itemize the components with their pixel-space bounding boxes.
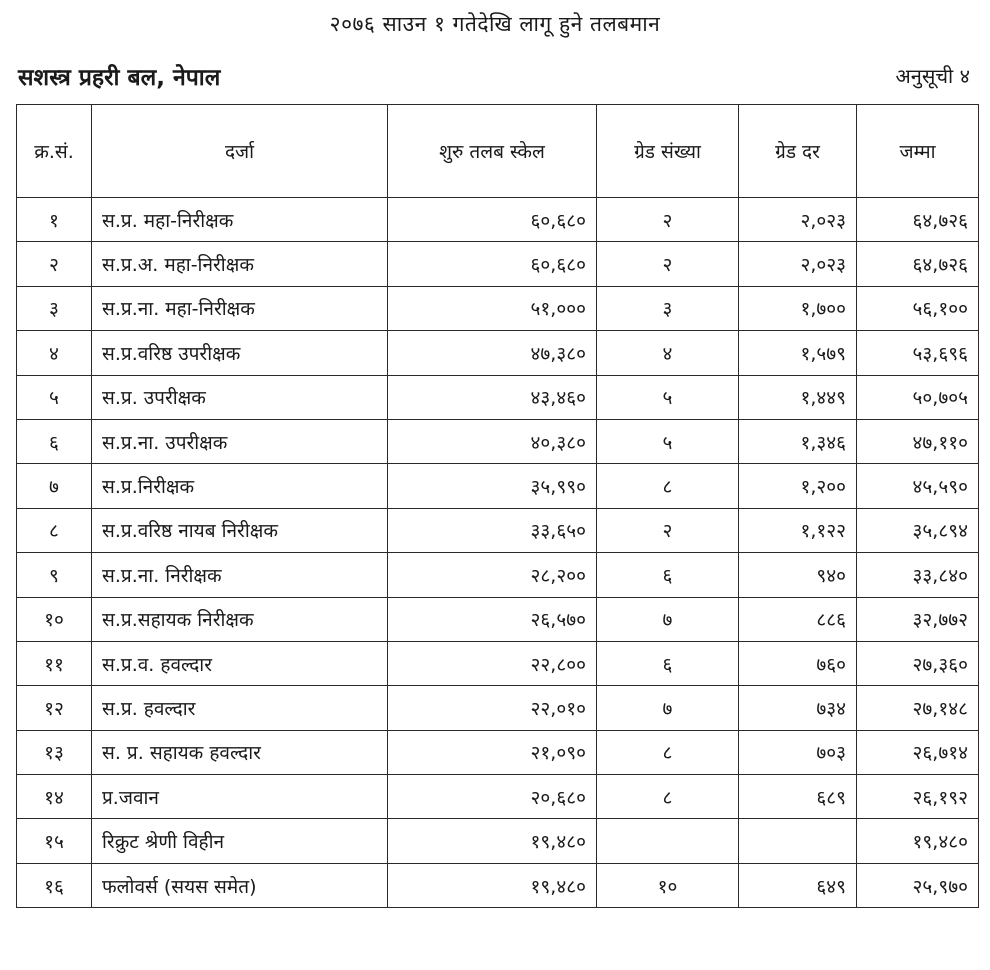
- grade-rate-cell: १,७००: [739, 286, 857, 330]
- grade-count-cell: ८: [597, 730, 739, 774]
- total-cell: ५६,१००: [857, 286, 979, 330]
- total-cell: २६,१९२: [857, 775, 979, 819]
- column-header-serial: क्र.सं.: [17, 105, 92, 198]
- rank-cell: स.प्र.वरिष्ठ उपरीक्षक: [92, 331, 388, 375]
- total-cell: २६,७१४: [857, 730, 979, 774]
- grade-count-cell: २: [597, 242, 739, 286]
- serial-cell: १३: [17, 730, 92, 774]
- grade-count-cell: २: [597, 508, 739, 552]
- grade-rate-cell: १,२००: [739, 464, 857, 508]
- rank-cell: स.प्र.निरीक्षक: [92, 464, 388, 508]
- starting-scale-cell: ३५,९९०: [388, 464, 597, 508]
- grade-rate-cell: ७०३: [739, 730, 857, 774]
- starting-scale-cell: ४३,४६०: [388, 375, 597, 419]
- total-cell: ३३,८४०: [857, 553, 979, 597]
- annex-label: अनुसूची ४: [895, 64, 970, 88]
- table-row: [17, 775, 979, 819]
- column-header-grade-count: ग्रेड संख्या: [597, 105, 739, 198]
- grade-rate-cell: २,०२३: [739, 242, 857, 286]
- total-cell: २५,९७०: [857, 863, 979, 907]
- rank-cell: स.प्र.व. हवल्दार: [92, 641, 388, 685]
- table-row: [17, 686, 979, 730]
- rank-cell: स.प्र. महा-निरीक्षक: [92, 198, 388, 242]
- rank-cell: स.प्र. उपरीक्षक: [92, 375, 388, 419]
- serial-cell: ४: [17, 331, 92, 375]
- table-header-row: [17, 105, 979, 198]
- total-cell: ४७,११०: [857, 419, 979, 463]
- grade-count-cell: ७: [597, 686, 739, 730]
- serial-cell: ९: [17, 553, 92, 597]
- grade-count-cell: ५: [597, 419, 739, 463]
- column-header-rank: दर्जा: [92, 105, 388, 198]
- rank-cell: स.प्र.सहायक निरीक्षक: [92, 597, 388, 641]
- total-cell: २७,३६०: [857, 641, 979, 685]
- serial-cell: ७: [17, 464, 92, 508]
- grade-rate-cell: १,५७९: [739, 331, 857, 375]
- serial-cell: २: [17, 242, 92, 286]
- starting-scale-cell: २१,०९०: [388, 730, 597, 774]
- rank-cell: स.प्र.ना. उपरीक्षक: [92, 419, 388, 463]
- grade-count-cell: ८: [597, 775, 739, 819]
- rank-cell: स.प्र. हवल्दार: [92, 686, 388, 730]
- starting-scale-cell: ३३,६५०: [388, 508, 597, 552]
- document-title: २०७६ साउन १ गतेदेखि लागू हुने तलबमान: [329, 12, 661, 36]
- total-cell: ४५,५९०: [857, 464, 979, 508]
- table-row: [17, 242, 979, 286]
- column-header-starting-scale: शुरु तलब स्केल: [388, 105, 597, 198]
- total-cell: ३२,७७२: [857, 597, 979, 641]
- column-header-grade-rate: ग्रेड दर: [739, 105, 857, 198]
- grade-rate-cell: २,०२३: [739, 198, 857, 242]
- starting-scale-cell: २२,०१०: [388, 686, 597, 730]
- grade-count-cell: ८: [597, 464, 739, 508]
- starting-scale-cell: ४७,३८०: [388, 331, 597, 375]
- grade-count-cell: ७: [597, 597, 739, 641]
- organization-name: सशस्त्र प्रहरी बल, नेपाल: [18, 65, 221, 91]
- grade-count-cell: ५: [597, 375, 739, 419]
- starting-scale-cell: ६०,६८०: [388, 242, 597, 286]
- grade-count-cell: ४: [597, 331, 739, 375]
- starting-scale-cell: २८,२००: [388, 553, 597, 597]
- table-row: [17, 419, 979, 463]
- serial-cell: १६: [17, 863, 92, 907]
- total-cell: १९,४८०: [857, 819, 979, 863]
- serial-cell: १०: [17, 597, 92, 641]
- serial-cell: ३: [17, 286, 92, 330]
- total-cell: ६४,७२६: [857, 242, 979, 286]
- grade-rate-cell: ६४९: [739, 863, 857, 907]
- serial-cell: १: [17, 198, 92, 242]
- rank-cell: रिक्रुट श्रेणी विहीन: [92, 819, 388, 863]
- starting-scale-cell: १९,४८०: [388, 819, 597, 863]
- serial-cell: ५: [17, 375, 92, 419]
- grade-rate-cell: ७६०: [739, 641, 857, 685]
- table-row: [17, 375, 979, 419]
- table-row: [17, 464, 979, 508]
- starting-scale-cell: २२,८००: [388, 641, 597, 685]
- grade-count-cell: ३: [597, 286, 739, 330]
- grade-count-cell: २: [597, 198, 739, 242]
- total-cell: ५३,६९६: [857, 331, 979, 375]
- table-row: [17, 553, 979, 597]
- rank-cell: स. प्र. सहायक हवल्दार: [92, 730, 388, 774]
- starting-scale-cell: २०,६८०: [388, 775, 597, 819]
- grade-rate-cell: १,३४६: [739, 419, 857, 463]
- serial-cell: १५: [17, 819, 92, 863]
- column-header-total: जम्मा: [857, 105, 979, 198]
- serial-cell: ८: [17, 508, 92, 552]
- table-row: [17, 597, 979, 641]
- total-cell: ६४,७२६: [857, 198, 979, 242]
- starting-scale-cell: ५१,०००: [388, 286, 597, 330]
- table-row: [17, 863, 979, 907]
- serial-cell: ६: [17, 419, 92, 463]
- rank-cell: स.प्र.अ. महा-निरीक्षक: [92, 242, 388, 286]
- rank-cell: फलोवर्स (सयस समेत): [92, 863, 388, 907]
- table-row: [17, 508, 979, 552]
- serial-cell: ११: [17, 641, 92, 685]
- grade-rate-cell: १,४४९: [739, 375, 857, 419]
- rank-cell: स.प्र.ना. निरीक्षक: [92, 553, 388, 597]
- serial-cell: १४: [17, 775, 92, 819]
- total-cell: ५०,७०५: [857, 375, 979, 419]
- grade-rate-cell: ८८६: [739, 597, 857, 641]
- total-cell: २७,१४८: [857, 686, 979, 730]
- starting-scale-cell: १९,४८०: [388, 863, 597, 907]
- table-row: [17, 198, 979, 242]
- table-row: [17, 331, 979, 375]
- total-cell: ३५,८९४: [857, 508, 979, 552]
- starting-scale-cell: ६०,६८०: [388, 198, 597, 242]
- grade-rate-cell: ९४०: [739, 553, 857, 597]
- grade-count-cell: ६: [597, 553, 739, 597]
- grade-count-cell: ६: [597, 641, 739, 685]
- table-row: [17, 730, 979, 774]
- rank-cell: स.प्र.ना. महा-निरीक्षक: [92, 286, 388, 330]
- table-row: [17, 819, 979, 863]
- table-row: [17, 641, 979, 685]
- grade-rate-cell: [739, 819, 857, 863]
- grade-count-cell: १०: [597, 863, 739, 907]
- salary-scale-table: [16, 104, 979, 908]
- grade-count-cell: [597, 819, 739, 863]
- rank-cell: स.प्र.वरिष्ठ नायब निरीक्षक: [92, 508, 388, 552]
- grade-rate-cell: ६८९: [739, 775, 857, 819]
- starting-scale-cell: ४०,३८०: [388, 419, 597, 463]
- starting-scale-cell: २६,५७०: [388, 597, 597, 641]
- grade-rate-cell: १,१२२: [739, 508, 857, 552]
- rank-cell: प्र.जवान: [92, 775, 388, 819]
- serial-cell: १२: [17, 686, 92, 730]
- table-row: [17, 286, 979, 330]
- grade-rate-cell: ७३४: [739, 686, 857, 730]
